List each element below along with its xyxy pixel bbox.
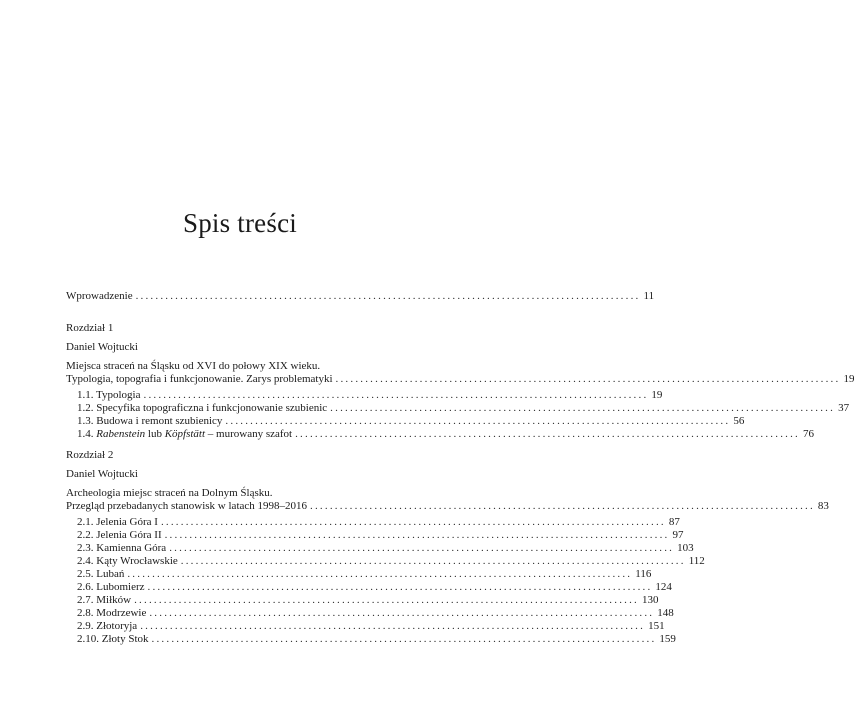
toc-entry-page: 151 (648, 620, 665, 632)
toc-entry-label: 2.1. Jelenia Góra I (77, 516, 158, 528)
dot-leader: ...................................................................................................... (160, 516, 666, 528)
toc-entry-label: 2.4. Kąty Wrocławskie (77, 555, 178, 567)
toc-entry-introduction (66, 290, 655, 303)
dot-leader: ...................................................................................................... (127, 568, 633, 580)
toc-entry-label: 2.10. Złoty Stok (77, 633, 149, 645)
label-suffix: – murowany szafot (205, 428, 293, 440)
toc-subentry (66, 581, 672, 594)
label-prefix: 1.4. (77, 428, 97, 440)
dot-leader: ...................................................................................................... (180, 555, 686, 567)
toc-entry-label: 2.8. Modrzewie (77, 607, 147, 619)
dot-leader: ...................................................................................................... (140, 620, 646, 632)
toc-entry-label: 1.3. Budowa i remont szubienicy (77, 415, 223, 427)
toc-entry-label (77, 428, 292, 441)
chapter-1-title-line2 (66, 373, 854, 386)
toc-subentry (66, 542, 694, 555)
chapter-2-author: Daniel Wojtucki (66, 468, 138, 480)
toc-entry-page: 56 (733, 415, 745, 427)
toc-subentry (66, 620, 665, 633)
toc-subentry (66, 555, 705, 568)
toc-entry-page: 124 (655, 581, 672, 593)
label-italic-term: Rabenstein (96, 428, 146, 440)
toc-subentry (66, 402, 850, 415)
toc-subentry (66, 594, 659, 607)
chapter-2-heading: Rozdział 2 (66, 449, 114, 461)
toc-subentry (66, 529, 684, 542)
toc-entry-page: 103 (677, 542, 694, 554)
toc-entry-page: 19 (651, 389, 663, 401)
dot-leader: ...................................................................................................... (310, 500, 815, 512)
toc-entry-page: 76 (803, 428, 815, 440)
dot-leader: ...................................................................................................... (151, 633, 657, 645)
toc-subentry (66, 415, 745, 428)
toc-entry-page: 19 (843, 373, 854, 385)
toc-entry-page: 87 (668, 516, 680, 528)
toc-entry-label: 2.5. Lubań (77, 568, 125, 580)
dot-leader: ...................................................................................................... (149, 607, 655, 619)
toc-entry-page: 130 (642, 594, 659, 606)
chapter-2-title-line1: Archeologia miejsc straceń na Dolnym Śląsku. (66, 487, 273, 499)
dot-leader: ...................................................................................................... (225, 415, 731, 427)
toc-entry-page: 97 (672, 529, 684, 541)
toc-entry-label: 2.7. Miłków (77, 594, 132, 606)
toc-entry-page: 37 (838, 402, 850, 414)
toc-subentry (66, 516, 680, 529)
toc-subentry (66, 428, 815, 441)
toc-entry-page: 83 (817, 500, 829, 512)
dot-leader: ...................................................................................................... (147, 581, 653, 593)
chapter-2-title-line2 (66, 500, 829, 513)
toc-entry-label: 2.6. Lubomierz (77, 581, 145, 593)
toc-entry-label: Typologia, topografia i funkcjonowanie. Zarys problematyki (66, 373, 333, 385)
toc-entry-page: 148 (657, 607, 674, 619)
chapter-1-title-line1: Miejsca straceń na Śląsku od XVI do połowy XIX wieku. (66, 360, 321, 372)
toc-subentry (66, 633, 676, 646)
toc-entry-label: 1.1. Typologia (77, 389, 141, 401)
toc-entry-page: 159 (659, 633, 676, 645)
dot-leader: ...................................................................................................... (143, 389, 649, 401)
label-italic-term: Köpfstätt (164, 428, 206, 440)
toc-entry-label: 2.3. Kamienna Góra (77, 542, 167, 554)
toc-entry-page: 112 (688, 555, 705, 567)
label-connector: lub (145, 428, 165, 440)
dot-leader: ...................................................................................................... (295, 428, 801, 440)
toc-entry-label: 1.2. Specyfika topograficzna i funkcjonowanie szubienic (77, 402, 328, 414)
toc-entry-label: Wprowadzenie (66, 290, 133, 302)
toc-subentry (66, 568, 652, 581)
dot-leader: ...................................................................................................... (169, 542, 675, 554)
toc-subentry (66, 389, 663, 402)
dot-leader: ...................................................................................................... (335, 373, 841, 385)
table-of-contents (66, 290, 854, 646)
toc-subentry (66, 607, 674, 620)
toc-entry-label: Przegląd przebadanych stanowisk w latach 1998–2016 (66, 500, 308, 512)
dot-leader: ...................................................................................................... (330, 402, 836, 414)
dot-leader: ...................................................................................................... (134, 594, 639, 606)
toc-entry-label: 2.2. Jelenia Góra II (77, 529, 162, 541)
toc-entry-page: 116 (635, 568, 652, 580)
chapter-1-author: Daniel Wojtucki (66, 341, 138, 353)
toc-entry-label: 2.9. Złotoryja (77, 620, 138, 632)
toc-entry-page: 11 (643, 290, 655, 302)
chapter-1-heading: Rozdział 1 (66, 322, 114, 334)
dot-leader: ...................................................................................................... (135, 290, 641, 302)
dot-leader: ...................................................................................................... (164, 529, 670, 541)
page-title: Spis treści (183, 208, 297, 238)
